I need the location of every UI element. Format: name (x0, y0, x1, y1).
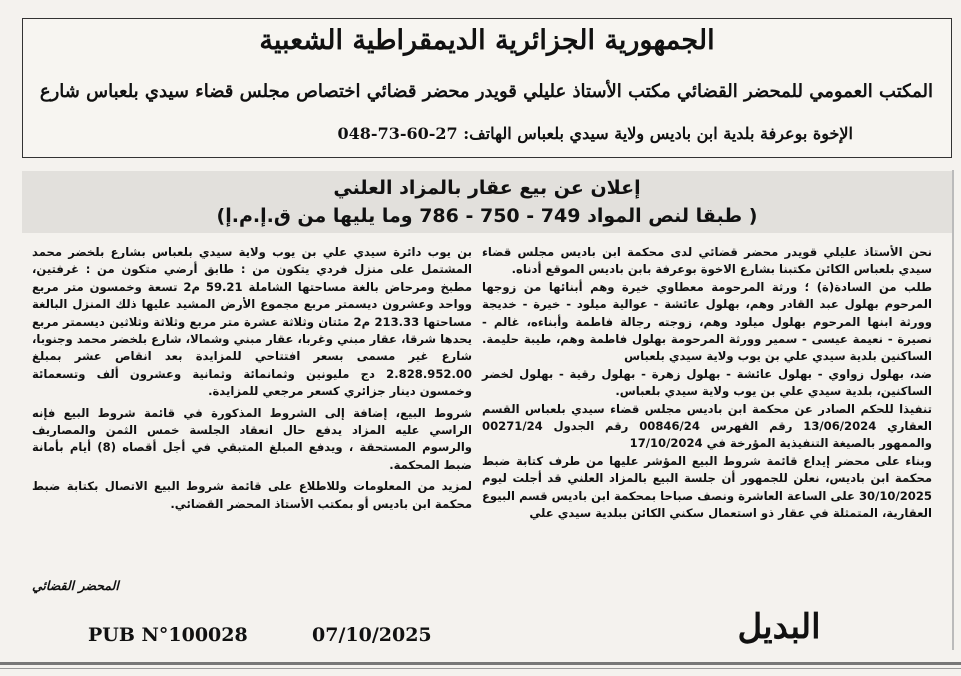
divider (0, 662, 961, 665)
paragraph: طلب من السادة(ة) ؛ ورثة المرحومة معطاوي خيرة وهم أبنائها من زوجها المرحوم بهلول عبد القادر وهم، بهلول عائشة - عوالية ميلود - خيرة - خديجة وورثة ابنها المرحوم بهلول ميلود وهم، زوجته رجالة فاطمة وأبناءه، غالم - نصيرة - نعيمة عيسى - سمير وورثة المرحومة بهلول فاطمة وهم، طيبة حليمة. الساكنين بلدية سيدي علي بن يوب ولاية سيدي بلعباس (482, 279, 932, 364)
body-column-left (32, 244, 472, 513)
office-line: المكتب العمومي للمحضر القضائي مكتب الأستاذ عليلي قويدر محضر قضائي اختصاص مجلس قضاء سيدي بلعباس شارع (39, 81, 933, 102)
column-border (952, 170, 954, 650)
paragraph: بن يوب دائرة سيدي علي بن يوب ولاية سيدي بلعباس بشارع بلخضر محمد المشتمل على منزل فردي يتكون من : طابق أرضي متكون من : غرفتين، مطبخ ومرحاض بالغة مساحتها الشاملة 59.21 م2 تسعة وخمسون متر مربع وواحد وعشرون ديسمتر مربع مجموع الأرض المشيد عليها ذلك المنزل البالغة مساحتها 213.33 م2 مئتان وثلاثة عشرة متر مربع وثلاثة وثلاثين ديسمتر مربع يحدها شرقا، عقار مبني وغربا، عقار مبني وشمالا، شارع بلخضر محمد وجنوبا، شارع غير مسمى بسعر افتتاحي للمزايدة بعد انقاص عشر بمبلغ 2.828.952.00 دج مليونين وثمانمائة وثمانية وعشرون ألف وتسعمائة وخمسون دينار جزائري كسعر مرجعي للمزايدة. (32, 245, 472, 399)
republic-title: الجمهورية الجزائرية الديمقراطية الشعبية (259, 25, 715, 56)
pub-number: PUB N°100028 (88, 624, 248, 646)
paragraph: ضد، بهلول زواوي - بهلول عائشة - بهلول زهرة - بهلول رقية - بهلول لخضر الساكنين، بلدية سيدي علي بن يوب ولاية سيدي بلعباس. (482, 366, 932, 399)
pub-date: 07/10/2025 (312, 624, 432, 646)
announcement-subtitle: ( طبقا لنص المواد 749 - 750 - 786 وما يليها من ق.إ.م.إ) (216, 205, 758, 227)
paragraph: وبناء على محضر إيداع قائمة شروط البيع المؤشر عليها من طرف كتابة ضبط محكمة ابن باديس، نعلن للجمهور أن جلسة البيع بالمزاد العلني قد أجلت ليوم 30/10/2025 على الساعة العاشرة ونصف صباحا بمحكمة ابن باديس قسم البيوع العقارية، المتمثلة في عقار ذو استعمال سكني الكائن ببلدية سيدي علي (482, 453, 932, 521)
paragraph: شروط البيع، إضافة إلى الشروط المذكورة في قائمة شروط البيع فإنه الراسي عليه المزاد يدفع حال انعقاد الجلسة خمس الثمن والمصاريف والرسوم المستحقة ، ويدفع المبلغ المتبقي في أجل أقصاه (8) أيام بأمانة ضبط المحكمة. (32, 405, 472, 472)
announcement-title-bar (22, 171, 952, 233)
paragraph: تنفيذا للحكم الصادر عن محكمة ابن باديس مجلس قضاء سيدي بلعباس القسم العقاري 13/06/2024 رقم الفهرس 00846/24 رقم الجدول 00271/24 والممهور بالصيغة التنفيذية المؤرخة في 17/10/2024 (482, 401, 932, 451)
signature: المحضر القضائي (32, 578, 119, 593)
header-box (22, 18, 952, 158)
newspaper-logo: البديل (737, 607, 821, 647)
body-column-right (482, 244, 932, 523)
address-line: الإخوة بوعرفة بلدية ابن باديس ولاية سيدي بلعباس الهاتف: 27-60-73-048 (337, 124, 853, 143)
announcement-title: إعلان عن بيع عقار بالمزاد العلني (333, 177, 641, 199)
divider (0, 668, 961, 669)
paragraph: نحن الأستاذ عليلي قويدر محضر قضائي لدى محكمة ابن باديس مجلس قضاء سيدي بلعباس الكائن مكتبنا بشارع الاخوة بوعرفة بابن باديس الموقع أدناه. (482, 245, 932, 277)
paragraph: لمزيد من المعلومات وللاطلاع على قائمة شروط البيع الاتصال بكتابة ضبط محكمة ابن باديس أو بمكتب الأستاذ المحضر القضائي. (32, 479, 472, 511)
